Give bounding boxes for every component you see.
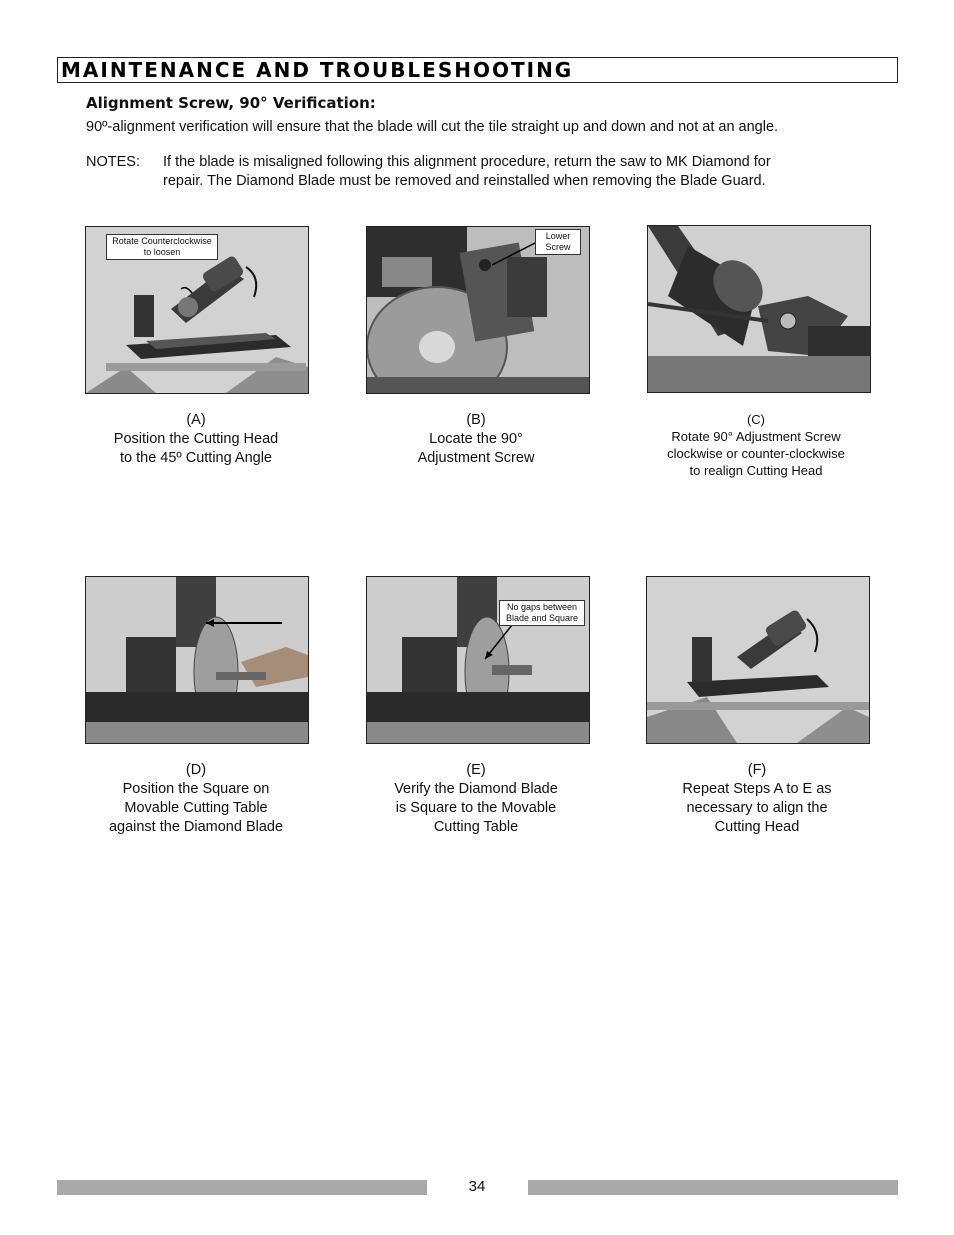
callout-e: No gaps between Blade and Square — [499, 600, 585, 626]
subsection-title: Alignment Screw, 90° Verification: — [86, 94, 376, 112]
photo-step-a — [85, 226, 309, 394]
notes-text — [163, 153, 863, 191]
callout-a: Rotate Counterclockwise to loosen — [106, 234, 218, 260]
caption-step-b: (B) Locate the 90° Adjustment Screw — [417, 412, 535, 466]
photo-step-b — [366, 226, 590, 394]
photo-step-c — [647, 225, 871, 393]
caption-step-e: (E) Verify the Diamond Blade is Square to the Movable Cutting Table — [394, 762, 558, 835]
section-header-title: MAINTENANCE AND TROUBLESHOOTING — [61, 58, 574, 82]
caption-step-d: (D) Position the Square on Movable Cutting Table against the Diamond Blade — [108, 762, 284, 835]
notes-line-1: If the blade is misaligned following this alignment procedure, return the saw to MK Diamond for — [163, 154, 771, 170]
photo-step-d — [85, 576, 309, 744]
intro-paragraph: 90º-alignment verification will ensure that the blade will cut the tile straight up and down and not at an angle. — [86, 119, 779, 135]
footer-bar-left — [57, 1180, 427, 1195]
notes-label: NOTES: — [86, 154, 140, 170]
saw-illustration-d — [86, 577, 308, 743]
caption-step-f: (F) Repeat Steps A to E as necessary to align the Cutting Head — [682, 762, 832, 835]
caption-step-a: (A) Position the Cutting Head to the 45º Cutting Angle — [113, 412, 279, 466]
callout-b: Lower Screw — [535, 229, 581, 255]
photo-step-e — [366, 576, 590, 744]
saw-illustration-f — [647, 577, 869, 743]
caption-step-c: (C) Rotate 90° Adjustment Screw clockwise or counter-clockwise to realign Cutting Head — [667, 412, 845, 478]
notes-line-2: repair. The Diamond Blade must be removed and reinstalled when removing the Blade Guard. — [163, 173, 766, 189]
page-number: 34 — [468, 1178, 486, 1195]
saw-illustration-c — [648, 226, 870, 392]
footer-bar-right — [528, 1180, 898, 1195]
photo-step-f — [646, 576, 870, 744]
section-header-bar — [57, 57, 898, 83]
